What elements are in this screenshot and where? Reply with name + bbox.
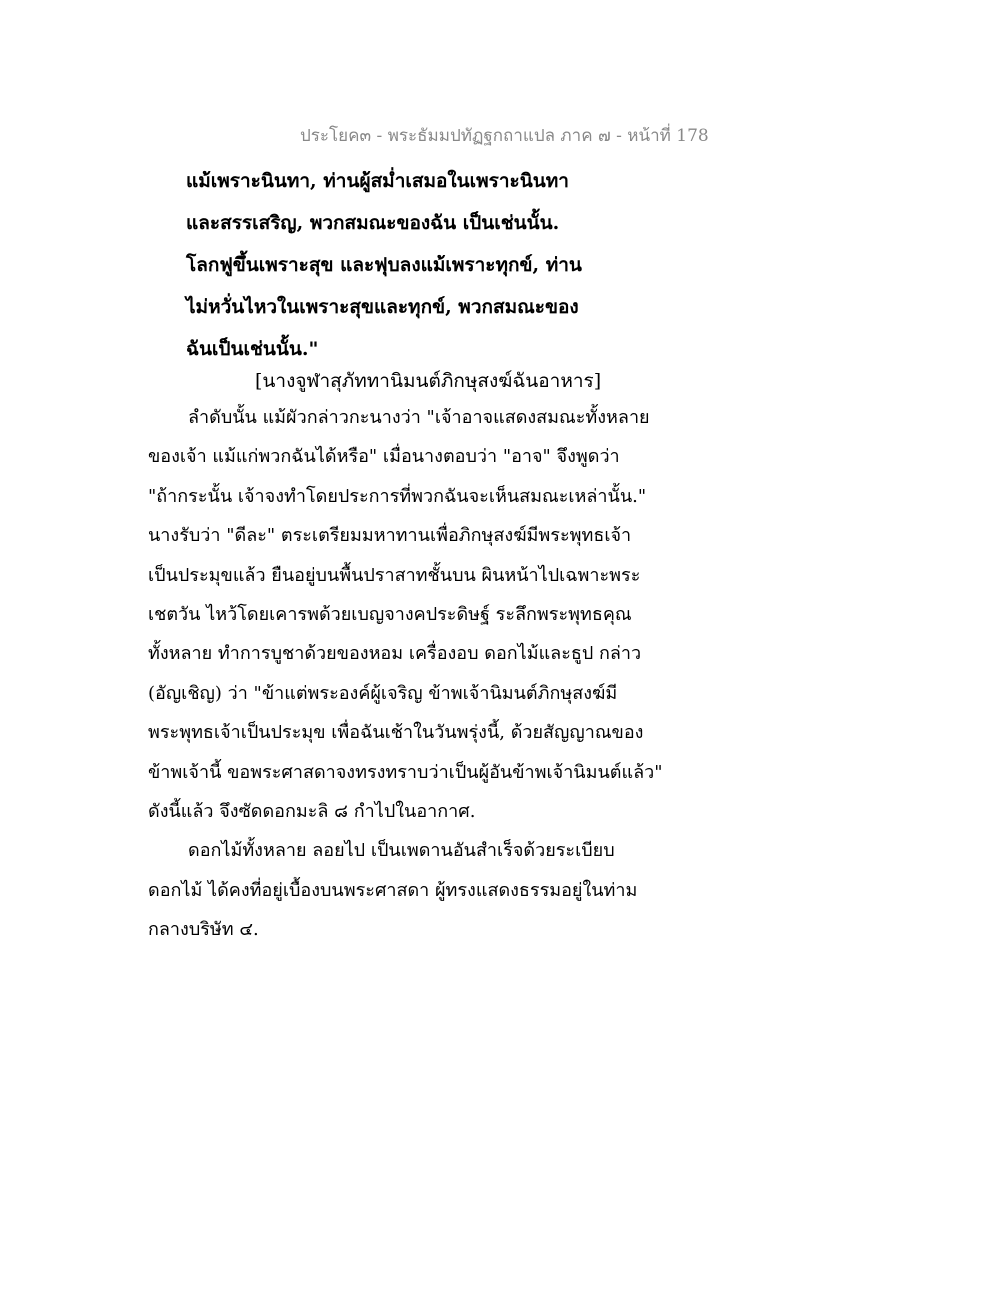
section-heading: [นางจูฬาสุภัททานิมนต์ภิกษุสงฆ์ฉันอาหาร] (255, 370, 602, 392)
paragraph-line: "ถ้ากระนั้น เจ้าจงทำโดยประการที่พวกฉันจะเห็นสมณะเหล่านั้น." (148, 485, 647, 507)
verse-line: โลกฟูขึ้นเพราะสุข และฟุบลงแม้เพราะทุกข์, ท่าน (186, 254, 582, 276)
verse-line: แม้เพราะนินทา, ท่านผู้สม่ำเสมอในเพราะนินทา (186, 170, 569, 192)
verse-line: ไม่หวั่นไหวในเพราะสุขและทุกข์, พวกสมณะของ (186, 296, 579, 318)
paragraph-line: ลำดับนั้น แม้ผัวกล่าวกะนางว่า "เจ้าอาจแสดงสมณะทั้งหลาย (188, 407, 650, 428)
verse-line: ฉันเป็นเช่นนั้น." (186, 338, 319, 360)
verse-block (186, 160, 706, 370)
paragraph-line: ของเจ้า แม้แก่พวกฉันได้หรือ" เมื่อนางตอบว่า "อาจ" จึงพูดว่า (148, 446, 620, 468)
paragraph-line: พระพุทธเจ้าเป็นประมุข เพื่อฉันเช้าในวันพรุ่งนี้, ด้วยสัญญาณของ (148, 722, 644, 744)
paragraph-line: ดอกไม้ ได้คงที่อยู่เบื้องบนพระศาสดา ผู้ทรงแสดงธรรมอยู่ในท่าม (148, 879, 638, 901)
paragraph-line: เป็นประมุขแล้ว ยืนอยู่บนพื้นปราสาทชั้นบน ผินหน้าไปเฉพาะพระ (148, 564, 641, 586)
paragraph-line: นางรับว่า "ดีละ" ตระเตรียมมหาทานเพื่อภิกษุสงฆ์มีพระพุทธเจ้า (148, 525, 632, 547)
paragraph-line: เชตวัน ไหว้โดยเคารพด้วยเบญจางคประดิษฐ์ ระลึกพระพุทธคุณ (148, 603, 632, 625)
paragraph-line: ทั้งหลาย ทำการบูชาด้วยของหอม เครื่องอบ ดอกไม้และธูป กล่าว (148, 643, 642, 665)
paragraph-line: ดังนี้แล้ว จึงซัดดอกมะลิ ๘ กำไปในอากาศ. (148, 800, 476, 822)
verse-line: และสรรเสริญ, พวกสมณะของฉัน เป็นเช่นนั้น. (186, 212, 560, 234)
paragraph-line: ดอกไม้ทั้งหลาย ลอยไป เป็นเพดานอันสำเร็จด้วยระเบียบ (188, 840, 615, 862)
body-text (148, 398, 688, 949)
paragraph-line: กลางบริษัท ๔. (148, 919, 259, 941)
paragraph-line: (อัญเชิญ) ว่า "ข้าแต่พระองค์ผู้เจริญ ข้าพเจ้านิมนต์ภิกษุสงฆ์มี (148, 682, 618, 704)
paragraph-line: ข้าพเจ้านี้ ขอพระศาสดาจงทรงทราบว่าเป็นผู้อันข้าพเจ้านิมนต์แล้ว" (148, 761, 663, 783)
running-header: ประโยค๓ - พระธัมมปทัฏฐกถาแปล ภาค ๗ - หน้าที่ 178 (300, 126, 709, 146)
